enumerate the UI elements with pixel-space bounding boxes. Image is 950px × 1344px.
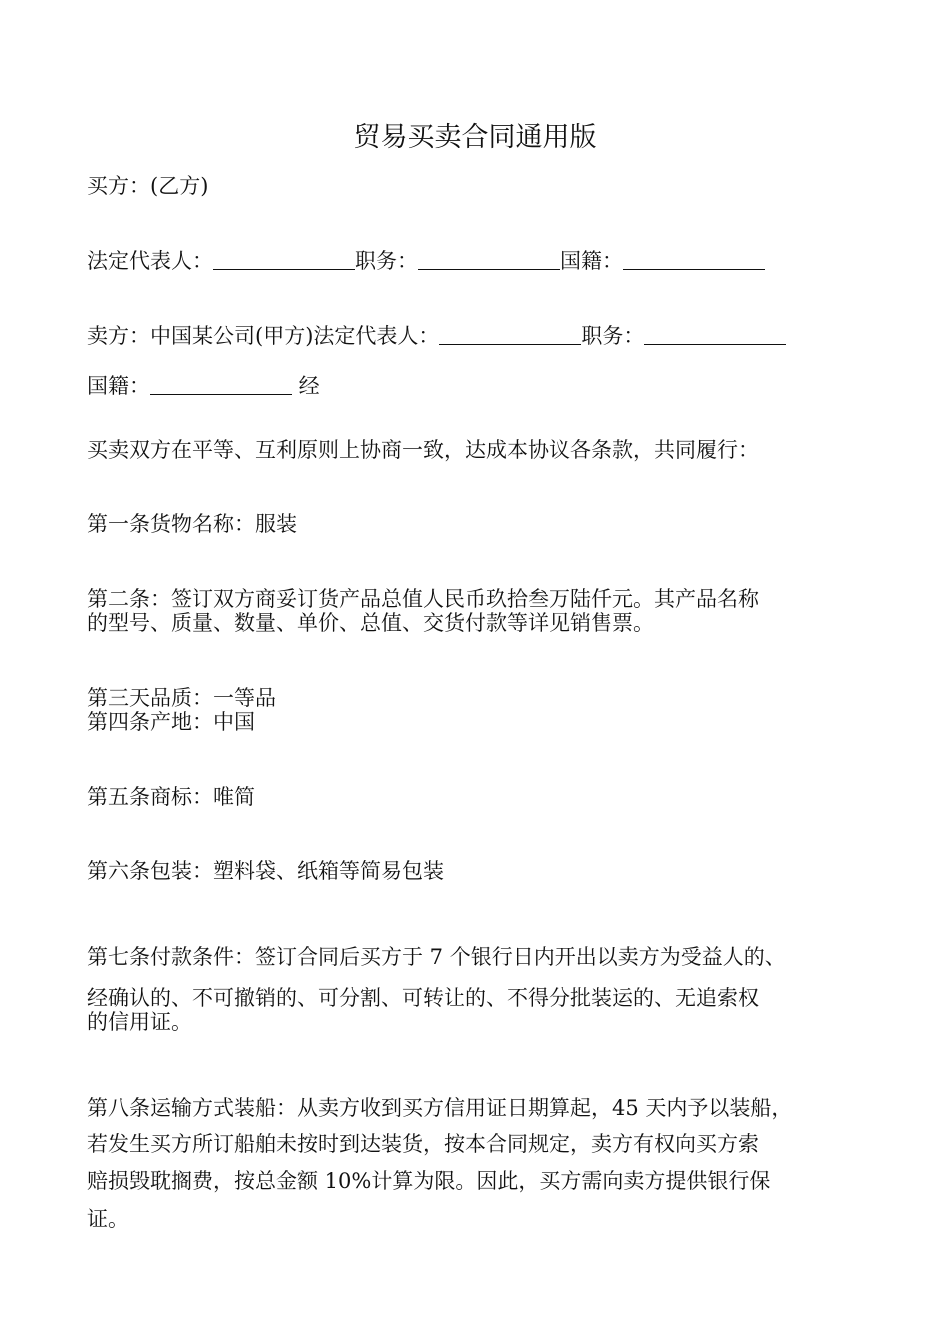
article-3: 第三天品质：一等品 (87, 686, 276, 710)
seller-position-blank (644, 324, 786, 345)
seller-label: 卖方：中国某公司(甲方)法定代表人： (87, 324, 440, 348)
representative-label: 法定代表人： (87, 249, 213, 273)
nationality-label: 国籍： (560, 249, 623, 273)
article-8-line-3: 赔损毁耽搁费，按总金额 10%计算为限。因此，买方需向卖方提供银行保 (87, 1169, 771, 1193)
article-4: 第四条产地：中国 (87, 710, 255, 734)
article-5: 第五条商标：唯简 (87, 785, 255, 809)
article-6: 第六条包装：塑料袋、纸箱等简易包装 (87, 859, 444, 883)
article-2-line-2: 的型号、质量、数量、单价、总值、交货付款等详见销售票。 (87, 611, 654, 635)
article-1: 第一条货物名称：服装 (87, 512, 297, 536)
seller-line (87, 323, 887, 349)
article-8-line-4: 证。 (87, 1207, 129, 1231)
seller-nationality-label: 国籍： (87, 374, 150, 398)
seller-position-label: 职务： (581, 324, 645, 348)
buyer-representative-line (87, 248, 887, 274)
nationality-suffix: 经 (292, 374, 320, 398)
seller-nationality-line (87, 373, 887, 399)
document-title: 贸易买卖合同通用版 (353, 122, 597, 153)
article-8-line-2: 若发生买方所订船舶未按时到达装货，按本合同规定，卖方有权向买方索 (87, 1132, 759, 1156)
intro-paragraph: 买卖双方在平等、互利原则上协商一致，达成本协议各条款，共同履行： (87, 438, 759, 462)
position-label: 职务： (355, 249, 418, 273)
seller-representative-blank (439, 324, 581, 345)
seller-nationality-blank (150, 374, 292, 395)
article-7-line-2: 经确认的、不可撤销的、可分割、可转让的、不得分批装运的、无追索权 (87, 986, 759, 1010)
article-2-line-1: 第二条：签订双方商妥订货产品总值人民币玖拾叁万陆仟元。其产品名称 (87, 587, 759, 611)
article-7-line-3: 的信用证。 (87, 1010, 192, 1034)
representative-blank (213, 249, 355, 270)
article-8-line-1: 第八条运输方式装船：从卖方收到买方信用证日期算起，45 天内予以装船， (87, 1096, 793, 1120)
article-7-line-1: 第七条付款条件：签订合同后买方于 7 个银行日内开出以卖方为受益人的、 (87, 945, 786, 969)
buyer-line: 买方：(乙方) (87, 174, 209, 198)
position-blank (418, 249, 560, 270)
nationality-blank (623, 249, 765, 270)
